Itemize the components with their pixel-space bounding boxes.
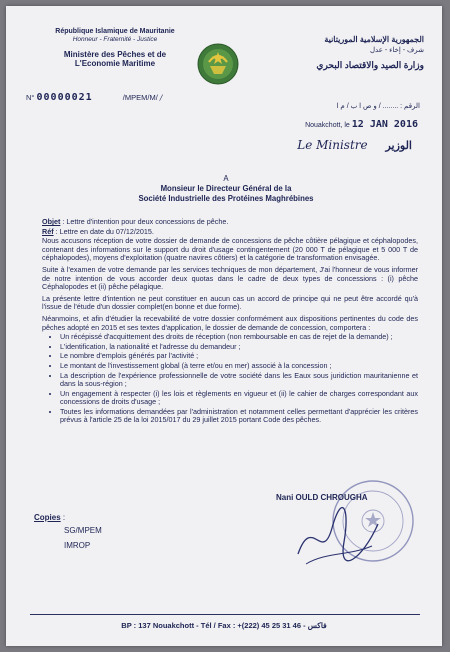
copies-title-text: Copies	[34, 513, 61, 522]
paragraph-4: Néanmoins, et afin d'étudier la recevabilité de votre dossier conformément aux dispositions pertinentes du code des pêches adopté en 2015 et ses textes d'application, le dossier de demande de concession, comportera :	[42, 313, 418, 332]
header-motto-fr: Honneur - Fraternité - Justice	[72, 36, 158, 43]
reference-prefix: N°	[26, 93, 35, 102]
requirements-list	[42, 333, 418, 425]
objet-text: : Lettre d'intention pour deux concessions de pêche.	[60, 217, 229, 226]
list-item: • La description de l'expérience professionnelle de votre société dans les Eaux sous juridiction mauritanienne et dans la sous-région ;	[60, 372, 418, 389]
list-item: • L'identification, la nationalité et l'adresse du demandeur ;	[60, 343, 418, 352]
reference-number	[26, 92, 162, 103]
list-item: • Toutes les informations demandées par l'administration et notamment celles permettant d'apprécier les critères prévus à l'article 25 de la loi 2015/017 du 29 juillet 2015 portant Code des pêches.	[60, 408, 418, 425]
letter-page	[6, 6, 442, 646]
copies-item: SG/MPEM	[64, 526, 102, 535]
header-motto-ar: شرف - إخاء - عدل	[369, 47, 424, 54]
footer-contact: BP : 137 Nouakchott - Tél / Fax : +(222) 45 25 31 46 - فاكس	[121, 621, 327, 630]
copies-title: Copies :	[34, 513, 66, 522]
addressee-block	[66, 174, 386, 204]
addressee-line2: Société Industrielle des Protéines Maghrébines	[138, 194, 314, 203]
signature-icon	[292, 494, 382, 574]
signer-name: Nani OULD CHROUGHA	[276, 493, 368, 502]
reference-digits: 00000021	[36, 92, 93, 103]
arabic-reference-line: الرقم : ........ / و ص ا ب / م ا	[336, 103, 420, 110]
reference-suffix: /MPEM/M/	[122, 93, 158, 102]
header-arabic	[264, 34, 424, 71]
ref-text: : Lettre en date du 07/12/2015.	[53, 226, 154, 236]
date-value: 12 JAN 2016	[351, 119, 418, 130]
national-seal-icon	[194, 42, 242, 86]
minister-title-ar: الوزير	[385, 139, 412, 152]
minister-title-fr: Le Ministre	[297, 138, 368, 152]
paragraph-2: Suite à l'examen de votre demande par les services techniques de mon département, J'ai l'honneur de vous informer de notre intention de vous accorder deux quotas dans le cadre de deux types de concessions : (i) pêche Céphalopodes et (ii) pêche pélagique.	[42, 264, 418, 292]
header-ministry-fr-2: L'Economie Maritime	[74, 59, 156, 68]
list-item: • Le nombre d'emplois générés par l'activité ;	[60, 352, 418, 361]
list-item: • Le montant de l'investissement global (à terre et/ou en mer) associé à la concession ;	[60, 362, 418, 371]
reference-handwritten: /	[159, 93, 163, 102]
header-ministry-ar: وزارة الصيد والاقتصاد البحري	[316, 60, 424, 70]
list-item: • Un engagement à respecter (i) les lois et règlements en vigueur et (ii) le cahier de charges correspondant aux concessions de droits d'usage ;	[60, 390, 418, 407]
ref-line	[42, 228, 418, 237]
date-place: Nouakchott, le	[305, 122, 350, 129]
header-french	[30, 28, 200, 68]
ref-label: Réf	[42, 226, 54, 236]
list-item: • Un récépissé d'acquittement des droits de réception (non remboursable en cas de rejet de la demande) ;	[60, 333, 418, 342]
header-country-ar: الجمهورية الإسلامية الموريتانية	[324, 35, 424, 44]
date-line	[305, 119, 418, 130]
header-ministry-fr-1: Ministère des Pêches et de	[63, 50, 167, 59]
footer-divider	[30, 614, 420, 615]
paragraph-1: Nous accusons réception de votre dossier de demande de concessions de pêche côtière pélagique et céphalopodes, contenant des informations sur le support du droit d'usage contingentement (20 000 T de pélagique et 5 000 T de céphalopodes), moyens d'exploitation (quatre navires côtiers) et la catégorie de transformation envisagée.	[42, 236, 418, 263]
addressee-line1: Monsieur le Directeur Général de la	[160, 184, 292, 193]
minister-title	[297, 138, 412, 152]
copies-item: IMROP	[64, 541, 91, 550]
addressee-a: A	[223, 174, 229, 183]
objet-label: Objet	[42, 217, 61, 226]
objet-line	[42, 218, 418, 227]
header-country-fr: République Islamique de Mauritanie	[55, 28, 175, 35]
copies-block	[34, 513, 102, 550]
letter-body	[42, 218, 418, 426]
paragraph-3: La présente lettre d'intention ne peut constituer en aucun cas un accord de principe qui ne peut être accordé qu'à l'issue de l'étude d'un dossier complet(en bonne et due forme).	[42, 293, 418, 312]
